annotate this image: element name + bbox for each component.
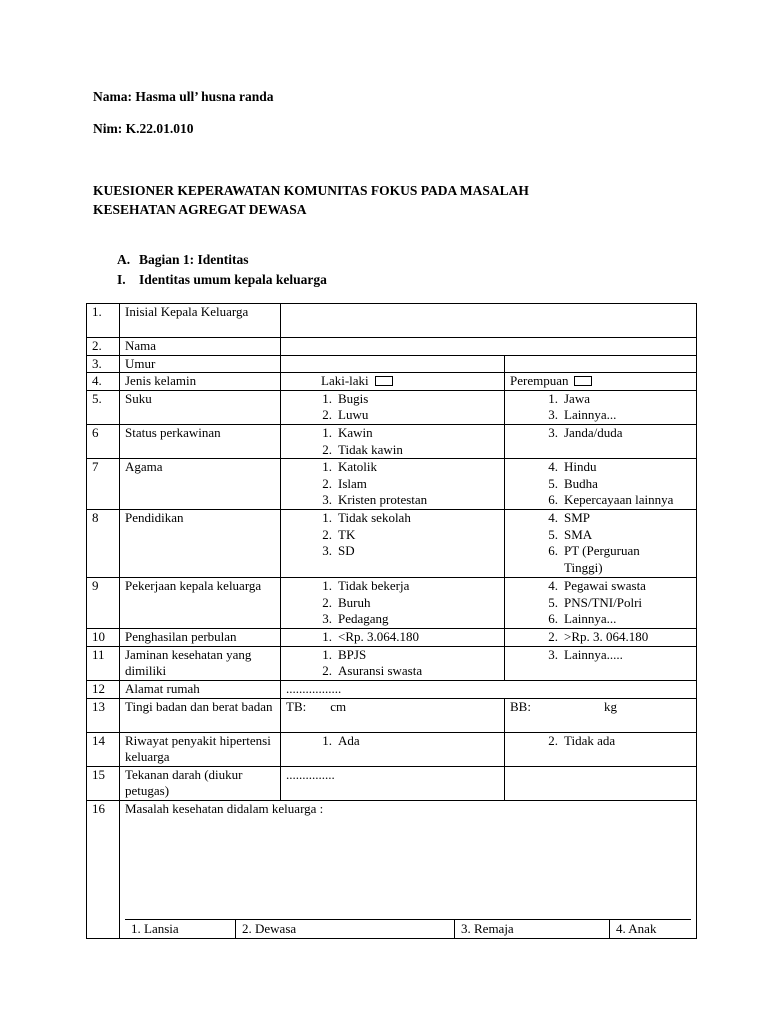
list-item[interactable] <box>510 476 691 493</box>
row-number: 8 <box>87 510 120 578</box>
section-i-heading <box>117 271 327 289</box>
weight-unit: kg <box>603 698 617 714</box>
row-number: 2. <box>87 338 120 356</box>
list-item[interactable] <box>510 543 691 560</box>
item-label: Islam <box>338 475 367 491</box>
list-item[interactable] <box>510 611 691 628</box>
item-number: 2. <box>322 594 332 610</box>
item-number: 1. <box>322 510 332 526</box>
row-number: 12 <box>87 680 120 698</box>
list-item[interactable] <box>286 510 499 527</box>
item-number: 1. <box>548 390 558 406</box>
height-label: TB: <box>286 698 307 714</box>
list-item[interactable] <box>510 733 691 750</box>
table-row <box>87 698 697 732</box>
item-label: Ada <box>338 732 360 748</box>
item-label: Tidak kawin <box>338 441 403 457</box>
list-item[interactable] <box>510 425 691 442</box>
option-list <box>281 390 505 424</box>
list-item[interactable] <box>286 578 499 595</box>
list-item[interactable] <box>286 663 499 680</box>
item-label: Kawin <box>338 424 373 440</box>
list-item[interactable] <box>510 492 691 509</box>
option-list <box>505 629 697 647</box>
table-row <box>87 373 697 391</box>
list-item[interactable] <box>286 629 499 646</box>
item-label: Tidak bekerja <box>338 578 410 594</box>
item-label: BPJS <box>338 646 367 662</box>
item-number: 2. <box>322 441 332 457</box>
age-group-option[interactable]: 3. Remaja <box>455 920 610 938</box>
item-number: 4. <box>548 459 558 475</box>
item-number: 1. <box>322 732 332 748</box>
row-label: Tingi badan dan berat badan <box>120 698 281 732</box>
row-label: Pendidikan <box>120 510 281 578</box>
row-number: 15 <box>87 766 120 800</box>
item-label: Jawa <box>564 390 590 406</box>
option-list <box>505 510 697 578</box>
item-label: Budha <box>564 475 598 491</box>
item-label: Buruh <box>338 594 371 610</box>
item-number: 3. <box>548 424 558 440</box>
option-list <box>281 578 505 629</box>
option-list <box>281 424 505 458</box>
list-item[interactable] <box>510 459 691 476</box>
list-item[interactable] <box>286 492 499 509</box>
row-label: Jenis kelamin <box>120 373 281 391</box>
table-row <box>87 800 697 938</box>
item-label: TK <box>338 526 356 542</box>
health-problem-cell <box>120 800 697 938</box>
section-i-marker: I. <box>117 272 126 287</box>
identity-table <box>86 303 697 939</box>
table-row <box>87 680 697 698</box>
list-item[interactable] <box>286 459 499 476</box>
option-list <box>505 424 697 458</box>
option-list <box>281 646 505 680</box>
option-list <box>281 629 505 647</box>
table-row <box>87 510 697 578</box>
item-number <box>510 560 564 577</box>
row-label: Pekerjaan kepala keluarga <box>120 578 281 629</box>
option-list <box>505 390 697 424</box>
item-label: >Rp. 3. 064.180 <box>564 629 649 645</box>
item-label: Luwu <box>338 407 369 423</box>
item-number: 3. <box>548 646 558 662</box>
table-row <box>87 338 697 356</box>
row-number: 5. <box>87 390 120 424</box>
answer-cell[interactable] <box>281 338 697 356</box>
list-item[interactable] <box>286 595 499 612</box>
item-number: 6. <box>548 611 558 627</box>
item-label: PNS/TNI/Polri <box>564 594 643 610</box>
student-name: Nama: Hasma ull’ husna randa <box>93 89 274 104</box>
list-item[interactable] <box>286 442 499 459</box>
list-item[interactable] <box>286 391 499 408</box>
item-label: Janda/duda <box>564 424 623 440</box>
item-number: 5. <box>548 475 558 491</box>
row-number: 14 <box>87 732 120 766</box>
section-a-label: Bagian 1: Identitas <box>139 252 249 267</box>
item-label: Tinggi) <box>564 559 603 575</box>
checkbox-icon[interactable] <box>375 376 393 386</box>
blood-pressure-field[interactable]: ............... <box>281 766 505 800</box>
row-label: Riwayat penyakit hipertensi keluarga <box>120 732 281 766</box>
table-row <box>87 355 697 373</box>
row-number: 6 <box>87 424 120 458</box>
list-item[interactable] <box>510 647 691 664</box>
table-row <box>87 390 697 424</box>
row-label: Umur <box>120 355 281 373</box>
document-title-line-1: KUESIONER KEPERAWATAN KOMUNITAS FOKUS PADA MASALAH <box>93 183 529 198</box>
item-number: 1. <box>322 629 332 645</box>
list-item[interactable] <box>286 407 499 424</box>
item-number: 4. <box>548 578 558 594</box>
table-row <box>87 304 697 338</box>
table-row <box>87 646 697 680</box>
option-list <box>505 578 697 629</box>
height-field[interactable] <box>281 698 505 732</box>
row-label: Jaminan kesehatan yang dimiliki <box>120 646 281 680</box>
list-item[interactable] <box>510 629 691 646</box>
row-label: Alamat rumah <box>120 680 281 698</box>
option-list <box>505 646 697 680</box>
row-number: 13 <box>87 698 120 732</box>
item-label: Pegawai swasta <box>564 578 646 594</box>
list-item[interactable] <box>510 527 691 544</box>
option-list <box>281 459 505 510</box>
item-number: 1. <box>322 424 332 440</box>
item-number: 1. <box>322 390 332 406</box>
row-number: 16 <box>87 800 120 938</box>
item-number: 2. <box>548 629 558 645</box>
item-number: 6. <box>548 543 558 559</box>
age-group-option[interactable]: 1. Lansia <box>125 920 236 938</box>
row-number: 10 <box>87 629 120 647</box>
item-number: 4. <box>548 510 558 526</box>
option-label: Laki-laki <box>321 373 369 389</box>
list-item[interactable] <box>286 476 499 493</box>
row-number: 9 <box>87 578 120 629</box>
row-label: Inisial Kepala Keluarga <box>120 304 281 338</box>
item-label: Katolik <box>338 459 377 475</box>
item-label: Tidak ada <box>564 732 616 748</box>
row-number: 4. <box>87 373 120 391</box>
list-item[interactable] <box>510 391 691 408</box>
option-label: Perempuan <box>510 373 569 389</box>
age-group-options <box>125 919 691 938</box>
item-label: Asuransi swasta <box>338 663 423 679</box>
list-item[interactable] <box>286 527 499 544</box>
weight-field[interactable] <box>505 698 697 732</box>
row-number: 3. <box>87 355 120 373</box>
answer-cell[interactable] <box>281 355 505 373</box>
list-item[interactable] <box>286 425 499 442</box>
item-number: 2. <box>322 526 332 542</box>
height-unit: cm <box>330 698 347 714</box>
item-number: 5. <box>548 526 558 542</box>
item-label: PT (Perguruan <box>564 543 640 559</box>
item-label: Tidak sekolah <box>338 510 411 526</box>
row-label: Tekanan darah (diukur petugas) <box>120 766 281 800</box>
item-label: <Rp. 3.064.180 <box>338 629 420 645</box>
row-number: 1. <box>87 304 120 338</box>
item-label: Kepercayaan lainnya <box>564 492 674 508</box>
item-number: 3. <box>548 407 558 423</box>
item-number: 1. <box>322 459 332 475</box>
list-item <box>510 560 691 577</box>
item-label: Lainnya... <box>564 611 617 627</box>
item-number: 6. <box>548 492 558 508</box>
row-label: Suku <box>120 390 281 424</box>
item-label: SD <box>338 543 355 559</box>
answer-cell[interactable] <box>505 355 697 373</box>
item-number: 1. <box>322 578 332 594</box>
option-list <box>505 732 697 766</box>
item-label: Kristen protestan <box>338 492 428 508</box>
item-label: Bugis <box>338 390 369 406</box>
answer-cell[interactable] <box>505 766 697 800</box>
row-number: 11 <box>87 646 120 680</box>
table-row <box>87 578 697 629</box>
answer-cell[interactable] <box>281 304 697 338</box>
list-item[interactable] <box>510 407 691 424</box>
item-label: Pedagang <box>338 611 389 627</box>
item-label: Lainnya... <box>564 407 617 423</box>
item-number: 2. <box>548 732 558 748</box>
item-number: 1. <box>322 646 332 662</box>
age-group-option[interactable]: 4. Anak <box>616 920 657 936</box>
option-list <box>281 732 505 766</box>
item-number: 3. <box>322 611 332 627</box>
list-item[interactable] <box>286 647 499 664</box>
item-number: 3. <box>322 543 332 559</box>
item-number: 5. <box>548 594 558 610</box>
row-label: Agama <box>120 459 281 510</box>
gender-male-option[interactable] <box>281 373 505 391</box>
age-group-option[interactable]: 2. Dewasa <box>236 920 455 938</box>
list-item[interactable] <box>286 543 499 560</box>
table-row <box>87 732 697 766</box>
section-a-marker: A. <box>117 252 131 267</box>
list-item[interactable] <box>510 595 691 612</box>
checkbox-icon[interactable] <box>574 376 592 386</box>
row-label: Nama <box>120 338 281 356</box>
table-row <box>87 766 697 800</box>
table-row <box>87 629 697 647</box>
table-row <box>87 424 697 458</box>
list-item[interactable] <box>286 611 499 628</box>
item-number: 2. <box>322 407 332 423</box>
item-label: Lainnya..... <box>564 646 623 662</box>
table-row <box>87 459 697 510</box>
item-number: 2. <box>322 663 332 679</box>
item-label: Hindu <box>564 459 597 475</box>
list-item[interactable] <box>510 578 691 595</box>
list-item[interactable] <box>510 510 691 527</box>
row-number: 7 <box>87 459 120 510</box>
item-number: 3. <box>322 492 332 508</box>
row-label: Penghasilan perbulan <box>120 629 281 647</box>
option-list <box>281 510 505 578</box>
weight-label: BB: <box>510 698 531 714</box>
item-label: SMP <box>564 510 591 526</box>
item-number: 2. <box>322 475 332 491</box>
section-i-label: Identitas umum kepala keluarga <box>139 272 327 287</box>
section-a-heading <box>117 251 249 269</box>
list-item[interactable] <box>286 733 499 750</box>
address-field[interactable]: ................. <box>281 680 697 698</box>
row-label: Status perkawinan <box>120 424 281 458</box>
option-list <box>505 459 697 510</box>
row-label: Masalah kesehatan didalam keluarga : <box>125 800 324 816</box>
document-title-line-2: KESEHATAN AGREGAT DEWASA <box>93 202 307 217</box>
student-nim: Nim: K.22.01.010 <box>93 121 194 136</box>
gender-female-option[interactable] <box>505 373 697 391</box>
item-label: SMA <box>564 526 593 542</box>
